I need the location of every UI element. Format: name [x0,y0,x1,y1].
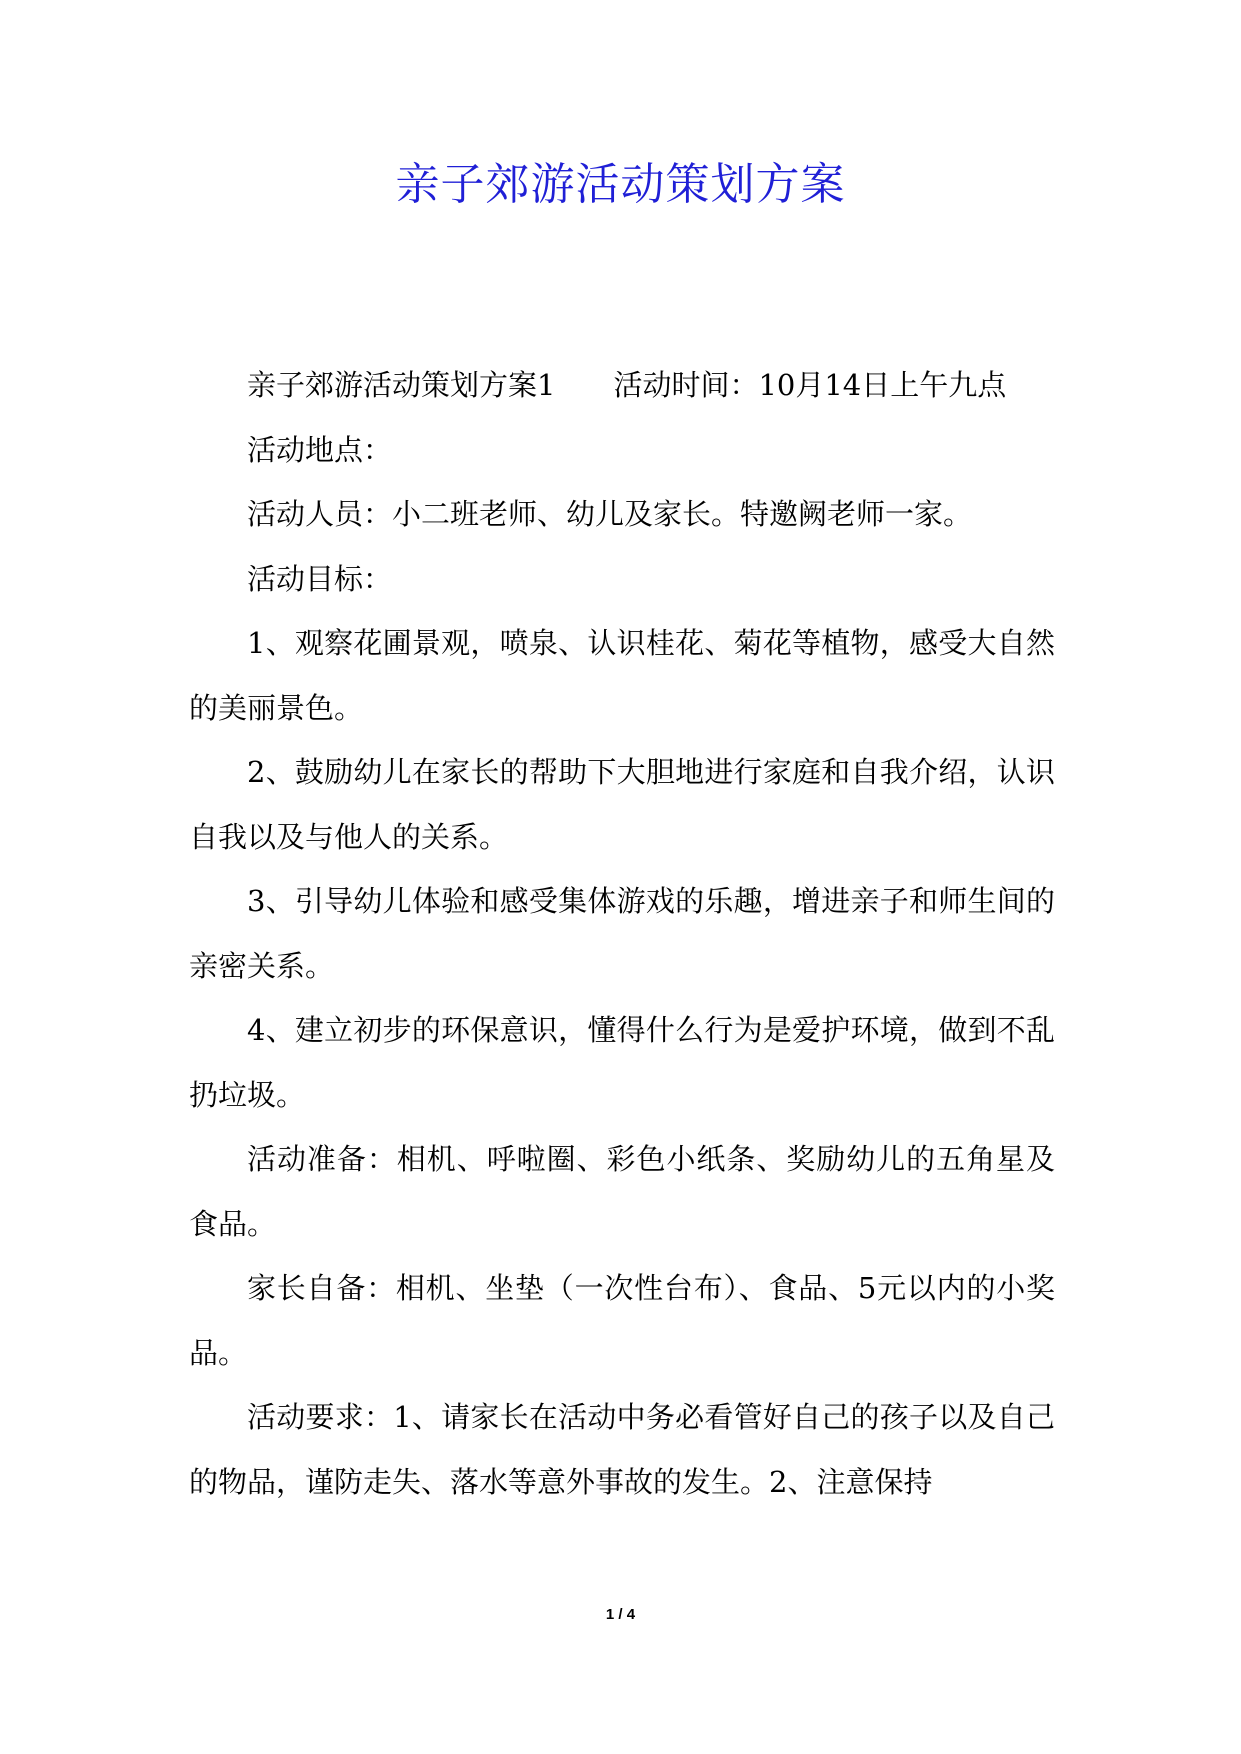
paragraph: 亲子郊游活动策划方案1 活动时间：10月14日上午九点 [247,368,1007,402]
page-number: 1 / 4 [605,1606,636,1623]
document-body [189,353,1055,1514]
paragraph: 活动要求：1、请家长在活动中务必看管好自己的孩子以及自己的物品，谨防走失、落水等意外事故的发生。2、注意保持 [189,1400,1055,1499]
paragraph: 活动人员：小二班老师、幼儿及家长。特邀阙老师一家。 [247,497,973,531]
paragraph: 活动准备：相机、呼啦圈、彩色小纸条、奖励幼儿的五角星及食品。 [189,1142,1055,1241]
page-title: 亲子郊游活动策划方案 [395,159,846,210]
paragraph: 活动地点： [247,432,393,467]
paragraph: 4、建立初步的环保意识，懂得什么行为是爱护环境，做到不乱扔垃圾。 [189,1013,1055,1112]
paragraph: 3、引导幼儿体验和感受集体游戏的乐趣，增进亲子和师生间的亲密关系。 [189,884,1055,983]
paragraph: 活动目标： [247,561,393,596]
paragraph: 2、鼓励幼儿在家长的帮助下大胆地进行家庭和自我介绍，认识自我以及与他人的关系。 [189,755,1055,854]
paragraph: 1、观察花圃景观，喷泉、认识桂花、菊花等植物，感受大自然的美丽景色。 [189,626,1055,725]
paragraph: 家长自备：相机、坐垫（一次性台布）、食品、5元以内的小奖品。 [189,1271,1055,1370]
